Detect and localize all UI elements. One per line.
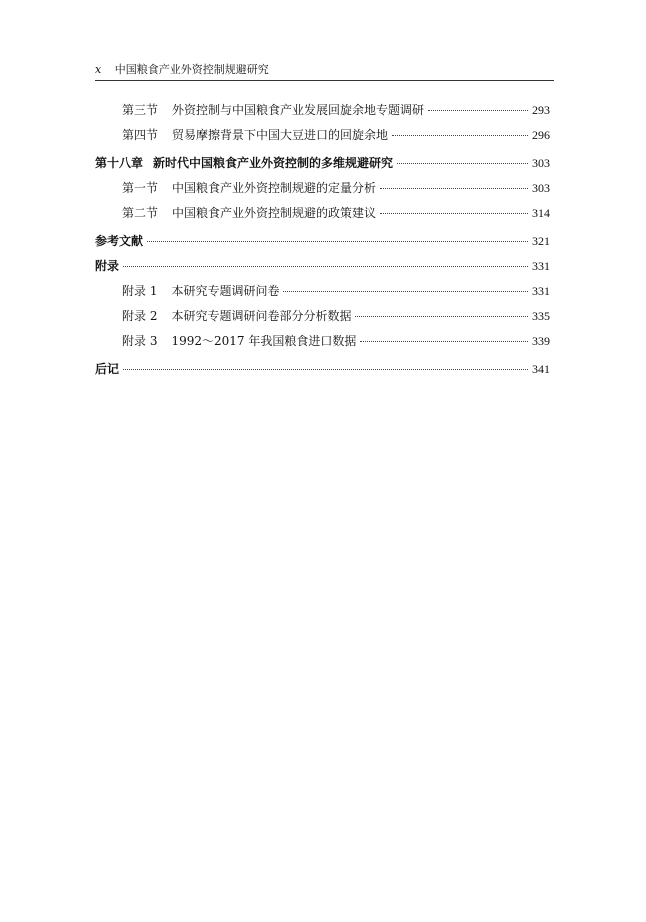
toc-entry-page: 331 [532,259,550,273]
toc-chapter-entry [95,151,550,176]
toc-leader-dots [123,266,528,267]
toc-leader-dots [147,241,528,242]
toc-entry-title: 外资控制与中国粮食产业发展回旋余地专题调研 [172,103,425,117]
toc-entry [95,98,550,123]
toc-entry [95,176,550,201]
toc-leader-dots [380,213,528,214]
toc-entry-page: 293 [532,103,550,117]
toc-entry [95,329,550,354]
toc-entry [95,279,550,304]
header-book-title: 中国粮食产业外资控制规避研究 [114,63,269,76]
toc-chapter-entry [95,357,550,382]
toc-entry-label: 后记 [95,362,120,376]
toc-leader-dots [380,188,528,189]
toc-entry-label: 参考文献 [95,234,144,248]
toc-entry-title: 中国粮食产业外资控制规避的定量分析 [172,181,377,195]
toc-entry-label: 第三节 [122,103,159,117]
header-page-number: x [95,63,102,76]
toc-chapter-entry [95,254,550,279]
toc-entry [95,304,550,329]
toc-entry-page: 321 [532,234,550,248]
toc-entry-page: 341 [532,362,550,376]
toc-chapter-entry [95,229,550,254]
toc-leader-dots [283,291,528,292]
toc-entry-title: 1992～2017 年我国粮食进口数据 [171,334,357,348]
toc-leader-dots [360,341,528,342]
toc-entry-page: 314 [532,206,550,220]
toc-entry-label: 第四节 [122,128,159,142]
toc-entry-page: 331 [532,284,550,298]
toc-leader-dots [355,316,528,317]
toc-entry-label: 附录 [95,259,120,273]
toc-leader-dots [397,163,528,164]
toc-entry-page: 335 [532,309,550,323]
toc-entry [95,123,550,148]
toc-entry [95,201,550,226]
toc-entry-label: 第十八章 [95,156,144,170]
toc-leader-dots [392,135,528,136]
toc-entry-title: 本研究专题调研问卷部分分析数据 [171,309,352,323]
toc-entry-title: 新时代中国粮食产业外资控制的多维规避研究 [153,156,394,170]
toc-entry-page: 303 [532,181,550,195]
toc-entry-label: 附录 3 [122,334,158,348]
running-header [95,62,554,81]
toc-entry-label: 附录 2 [122,309,158,323]
toc-entry-title: 本研究专题调研问卷 [171,284,280,298]
toc-entry-label: 第一节 [122,181,159,195]
toc-entry-title: 中国粮食产业外资控制规避的政策建议 [172,206,377,220]
toc-entry-page: 303 [532,156,550,170]
toc-entry-page: 296 [532,128,550,142]
table-of-contents [95,98,550,382]
toc-entry-label: 第二节 [122,206,159,220]
toc-entry-page: 339 [532,334,550,348]
toc-leader-dots [123,369,528,370]
toc-leader-dots [428,110,528,111]
toc-entry-label: 附录 1 [122,284,158,298]
toc-entry-title: 贸易摩擦背景下中国大豆进口的回旋余地 [172,128,389,142]
